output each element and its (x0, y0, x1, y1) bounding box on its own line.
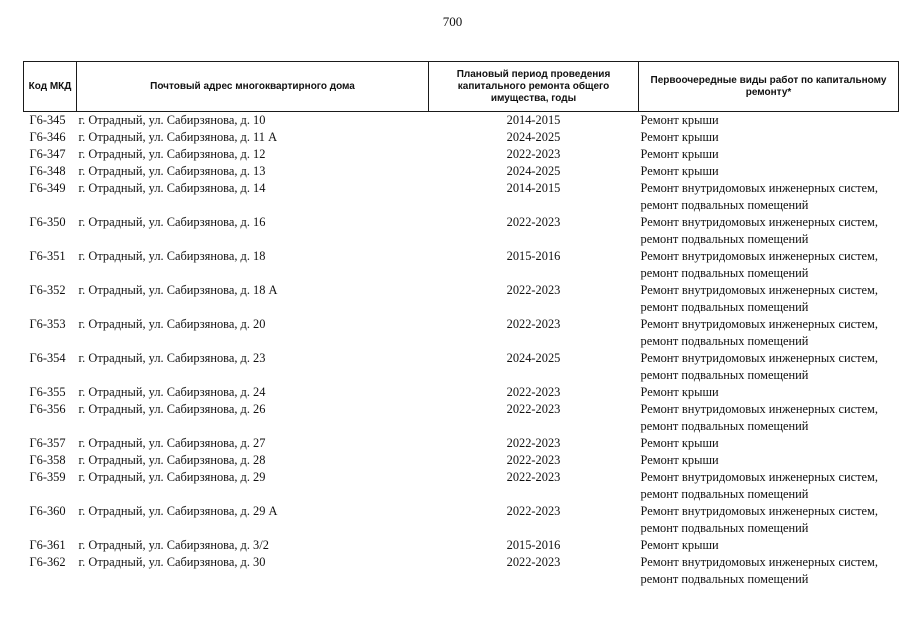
header-works: Первоочередные виды работ по капитальному ремонту* (639, 62, 899, 112)
cell-period: 2022-2023 (506, 402, 561, 416)
work-text: Ремонт крыши (640, 147, 719, 161)
cell-works (639, 435, 899, 452)
cell-period: 2022-2023 (506, 147, 561, 161)
cell-address: г. Отрадный, ул. Сабирзянова, д. 28 (78, 453, 266, 467)
cell-address: г. Отрадный, ул. Сабирзянова, д. 11 А (78, 130, 278, 144)
table-row (24, 316, 899, 350)
cell-period: 2022-2023 (506, 555, 561, 569)
cell-works (639, 282, 899, 316)
work-text: Ремонт крыши (640, 164, 719, 178)
work-text: Ремонт крыши (640, 385, 719, 399)
cell-address: г. Отрадный, ул. Сабирзянова, д. 26 (78, 402, 266, 416)
cell-address: г. Отрадный, ул. Сабирзянова, д. 18 А (78, 283, 278, 297)
table-row (24, 248, 899, 282)
header-address: Почтовый адрес многоквартирного дома (77, 62, 429, 112)
table-row (24, 282, 899, 316)
cell-address: г. Отрадный, ул. Сабирзянова, д. 29 А (78, 504, 278, 518)
cell-works (639, 384, 899, 401)
cell-code: Г6-347 (29, 147, 66, 161)
cell-address: г. Отрадный, ул. Сабирзянова, д. 10 (78, 113, 266, 127)
cell-period: 2022-2023 (506, 317, 561, 331)
header-period: Плановый период проведения капитального ремонта общего имущества, годы (429, 62, 639, 112)
cell-address: г. Отрадный, ул. Сабирзянова, д. 14 (78, 181, 266, 195)
cell-address: г. Отрадный, ул. Сабирзянова, д. 29 (78, 470, 266, 484)
work-text: Ремонт внутридомовых инженерных систем, ремонт подвальных помещений (640, 283, 878, 314)
cell-code: Г6-361 (29, 538, 66, 552)
cell-period: 2015-2016 (506, 249, 561, 263)
cell-code: Г6-360 (29, 504, 66, 518)
cell-code: Г6-362 (29, 555, 66, 569)
table-row (24, 537, 899, 554)
cell-address: г. Отрадный, ул. Сабирзянова, д. 30 (78, 555, 266, 569)
cell-code: Г6-346 (29, 130, 66, 144)
cell-works (639, 248, 899, 282)
cell-code: Г6-352 (29, 283, 66, 297)
cell-address: г. Отрадный, ул. Сабирзянова, д. 16 (78, 215, 266, 229)
header-code: Код МКД (24, 62, 77, 112)
cell-code: Г6-353 (29, 317, 66, 331)
table-row (24, 469, 899, 503)
cell-period: 2022-2023 (506, 385, 561, 399)
work-text: Ремонт внутридомовых инженерных систем, ремонт подвальных помещений (640, 555, 878, 586)
cell-works (639, 112, 899, 130)
cell-address: г. Отрадный, ул. Сабирзянова, д. 13 (78, 164, 266, 178)
cell-code: Г6-357 (29, 436, 66, 450)
cell-address: г. Отрадный, ул. Сабирзянова, д. 12 (78, 147, 266, 161)
cell-works (639, 401, 899, 435)
work-text: Ремонт внутридомовых инженерных систем, ремонт подвальных помещений (640, 317, 878, 348)
cell-code: Г6-356 (29, 402, 66, 416)
work-text: Ремонт внутридомовых инженерных систем, ремонт подвальных помещений (640, 215, 878, 246)
header-row (24, 62, 899, 112)
work-text: Ремонт крыши (640, 436, 719, 450)
cell-works (639, 503, 899, 537)
cell-period: 2022-2023 (506, 470, 561, 484)
cell-period: 2022-2023 (506, 504, 561, 518)
table-row (24, 146, 899, 163)
table-header (24, 62, 899, 112)
cell-works (639, 180, 899, 214)
cell-works (639, 452, 899, 469)
cell-period: 2022-2023 (506, 453, 561, 467)
work-text: Ремонт внутридомовых инженерных систем, ремонт подвальных помещений (640, 351, 878, 382)
cell-code: Г6-358 (29, 453, 66, 467)
work-text: Ремонт крыши (640, 130, 719, 144)
cell-code: Г6-359 (29, 470, 66, 484)
cell-works (639, 129, 899, 146)
cell-code: Г6-345 (29, 113, 66, 127)
cell-period: 2014-2015 (506, 181, 561, 195)
cell-address: г. Отрадный, ул. Сабирзянова, д. 23 (78, 351, 266, 365)
cell-code: Г6-349 (29, 181, 66, 195)
work-text: Ремонт внутридомовых инженерных систем, ремонт подвальных помещений (640, 249, 878, 280)
capital-repair-table (23, 61, 899, 588)
table-row (24, 214, 899, 248)
cell-works (639, 163, 899, 180)
cell-period: 2022-2023 (506, 215, 561, 229)
table-row (24, 435, 899, 452)
cell-period: 2022-2023 (506, 283, 561, 297)
cell-code: Г6-351 (29, 249, 66, 263)
cell-code: Г6-355 (29, 385, 66, 399)
table-row (24, 112, 899, 130)
cell-works (639, 214, 899, 248)
cell-address: г. Отрадный, ул. Сабирзянова, д. 3/2 (78, 538, 269, 552)
cell-works (639, 537, 899, 554)
cell-address: г. Отрадный, ул. Сабирзянова, д. 27 (78, 436, 266, 450)
work-text: Ремонт внутридомовых инженерных систем, ремонт подвальных помещений (640, 504, 878, 535)
cell-address: г. Отрадный, ул. Сабирзянова, д. 18 (78, 249, 266, 263)
cell-period: 2022-2023 (506, 436, 561, 450)
work-text: Ремонт крыши (640, 538, 719, 552)
table-row (24, 401, 899, 435)
table-body (24, 112, 899, 589)
table-row (24, 384, 899, 401)
cell-address: г. Отрадный, ул. Сабирзянова, д. 20 (78, 317, 266, 331)
cell-works (639, 350, 899, 384)
work-text: Ремонт крыши (640, 113, 719, 127)
table-row (24, 452, 899, 469)
cell-code: Г6-350 (29, 215, 66, 229)
cell-works (639, 554, 899, 588)
cell-period: 2015-2016 (506, 538, 561, 552)
table-row (24, 554, 899, 588)
cell-code: Г6-348 (29, 164, 66, 178)
table-row (24, 350, 899, 384)
work-text: Ремонт крыши (640, 453, 719, 467)
cell-works (639, 146, 899, 163)
cell-address: г. Отрадный, ул. Сабирзянова, д. 24 (78, 385, 266, 399)
table-row (24, 180, 899, 214)
cell-period: 2024-2025 (506, 130, 561, 144)
table-row (24, 129, 899, 146)
cell-code: Г6-354 (29, 351, 66, 365)
cell-period: 2024-2025 (506, 351, 561, 365)
cell-works (639, 316, 899, 350)
table-row (24, 163, 899, 180)
work-text: Ремонт внутридомовых инженерных систем, ремонт подвальных помещений (640, 181, 878, 212)
cell-period: 2024-2025 (506, 164, 561, 178)
cell-works (639, 469, 899, 503)
work-text: Ремонт внутридомовых инженерных систем, ремонт подвальных помещений (640, 470, 878, 501)
table-row (24, 503, 899, 537)
page-number: 700 (442, 14, 463, 29)
work-text: Ремонт внутридомовых инженерных систем, ремонт подвальных помещений (640, 402, 878, 433)
cell-period: 2014-2015 (506, 113, 561, 127)
